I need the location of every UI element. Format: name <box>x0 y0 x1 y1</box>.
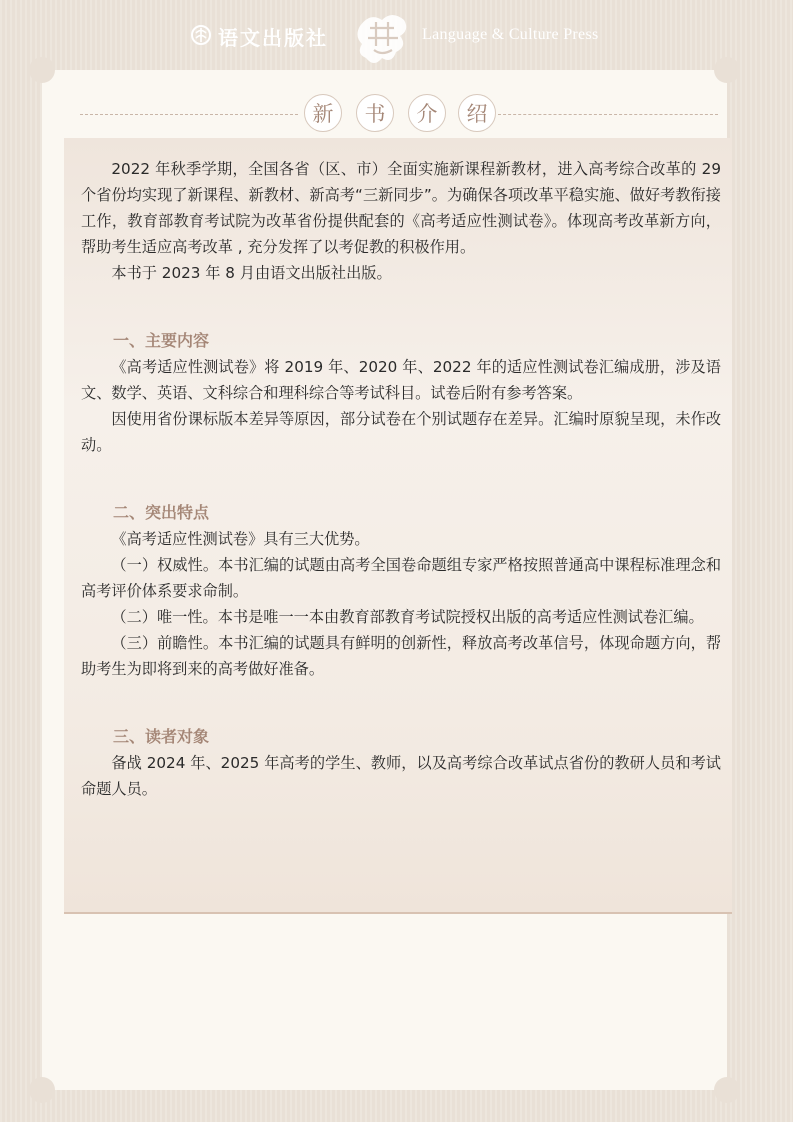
section-heading: 二、突出特点 <box>113 503 210 522</box>
book-intro-text <box>81 156 721 802</box>
section-heading: 一、主要内容 <box>113 331 210 350</box>
section-paragraph: 备战 2024 年、2025 年高考的学生、教师，以及高考综合改革试点省份的教研人员和考试命题人员。 <box>81 754 721 798</box>
panel-corner <box>714 1077 740 1103</box>
publisher-logo-icon <box>190 24 212 46</box>
section-heading: 三、读者对象 <box>113 727 210 746</box>
panel-corner <box>29 57 55 83</box>
publisher-name-cn: 语文出版社 <box>218 26 328 50</box>
section-paragraph: （三）前瞻性。本书汇编的试题具有鲜明的创新性，释放高考改革信号，体现命题方向，帮助考生为即将到来的高考做好准备。 <box>81 634 721 678</box>
calligraphy-seal-icon <box>352 6 414 72</box>
title-char: 介 <box>408 94 446 132</box>
panel-corner <box>714 57 740 83</box>
page-header <box>0 0 793 70</box>
section-paragraph: （二）唯一性。本书是唯一一本由教育部教育考试院授权出版的高考适应性测试卷汇编。 <box>111 608 704 626</box>
title-char: 绍 <box>458 94 496 132</box>
intro-paragraph: 本书于 2023 年 8 月由语文出版社出版。 <box>111 264 392 282</box>
title-char: 书 <box>356 94 394 132</box>
section-paragraph: 《高考适应性测试卷》具有三大优势。 <box>111 530 370 548</box>
panel-corner <box>29 1077 55 1103</box>
title-char: 新 <box>304 94 342 132</box>
section-paragraph: 因使用省份课标版本差异等原因，部分试卷在个别试题存在差异。汇编时原貌呈现，未作改动。 <box>81 410 721 454</box>
title-divider-right <box>498 114 718 115</box>
title-divider-left <box>80 114 298 115</box>
section-paragraph: 《高考适应性测试卷》将 2019 年、2020 年、2022 年的适应性测试卷汇编成册，涉及语文、数学、英语、文科综合和理科综合等考试科目。试卷后附有参考答案。 <box>81 358 721 402</box>
section-paragraph: （一）权威性。本书汇编的试题由高考全国卷命题组专家严格按照普通高中课程标准理念和高考评价体系要求命制。 <box>81 556 721 600</box>
intro-paragraph: 2022 年秋季学期，全国各省（区、市）全面实施新课程新教材，进入高考综合改革的 29 个省份均实现了新课程、新教材、新高考“三新同步”。为确保各项改革平稳实施、做好考教衔接工作，教育部教育考试院为改革省份提供配套的《高考适应性测试卷》。体现高考改革新方向，帮助考生适应高考改革 , 充分发挥了以考促教的积极作用。 <box>81 160 721 256</box>
publisher-name-en: Language & Culture Press <box>422 26 599 43</box>
content-bottom-rule <box>64 912 732 914</box>
